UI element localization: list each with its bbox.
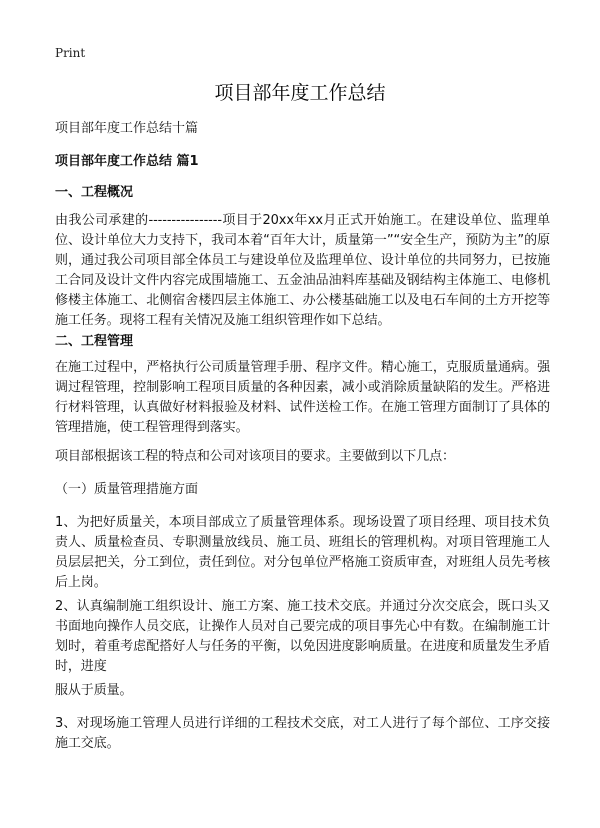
- list-item-2-continued: 服从于质量。: [55, 683, 133, 698]
- list-item-1: 1、为把好质量关，本项目部成立了质量管理体系。现场设置了项目经理、项目技术负责人、质量检查员、专职测量放线员、施工员、班组长的管理机构。对项目管理施工人员层层把关，分工到位，责任到位。对分包单位严格施工资质审查，对班组人员先考核后上岗。: [55, 515, 550, 590]
- paragraph-intro-points: 项目部根据该工程的特点和公司对该项目的要求。主要做到以下几点：: [55, 449, 455, 464]
- subsection-heading-quality: （一）质量管理措施方面: [55, 482, 199, 497]
- article-heading: 项目部年度工作总结 篇1: [55, 154, 199, 169]
- paragraph-overview: 由我公司承建的----------------项目于20xx年xx月正式开始施工。在建设单位、监理单位、设计单位大力支持下，我司本着“百年大计，质量第一”“安全生产，预防为主”的原则，通过我公司项目部全体员工与建设单位及监理单位、设计单位的共同努力，已按施工合同及设计文件内容完成围墙施工、五金油品油料库基础及钢结构主体施工、电修机修楼主体施工、北侧宿舍楼四层主体施工、办公楼基础施工以及电石车间的土方开挖等施工任务。现将工程有关情况及施工组织管理作如下总结。: [55, 213, 550, 328]
- list-item-2: 2、认真编制施工组织设计、施工方案、施工技术交底。并通过分次交底会，既口头又书面地向操作人员交底，让操作人员对自己要完成的项目事先心中有数。在编制施工计划时，着重考虑配搭好人与任务的平衡，以免因进度影响质量。在进度和质量发生矛盾时，进度: [55, 599, 550, 674]
- document-subtitle: 项目部年度工作总结十篇: [55, 121, 199, 136]
- paragraph-management: 在施工过程中，严格执行公司质量管理手册、程序文件。精心施工，克服质量通病。强调过程管理，控制影响工程项目质量的各种因素，减小或消除质量缺陷的发生。严格进行材料管理，认真做好材料报验及材料、试件送检工作。在施工管理方面制订了具体的管理措施，使工程管理得到落实。: [55, 360, 550, 435]
- section-heading-overview: 一、工程概况: [55, 185, 134, 200]
- page-title: 项目部年度工作总结: [214, 82, 386, 104]
- list-item-3: 3、对现场施工管理人员进行详细的工程技术交底，对工人进行了每个部位、工序交接施工交底。: [55, 716, 550, 751]
- section-heading-management: 二、工程管理: [55, 334, 134, 349]
- print-label: Print: [55, 46, 86, 60]
